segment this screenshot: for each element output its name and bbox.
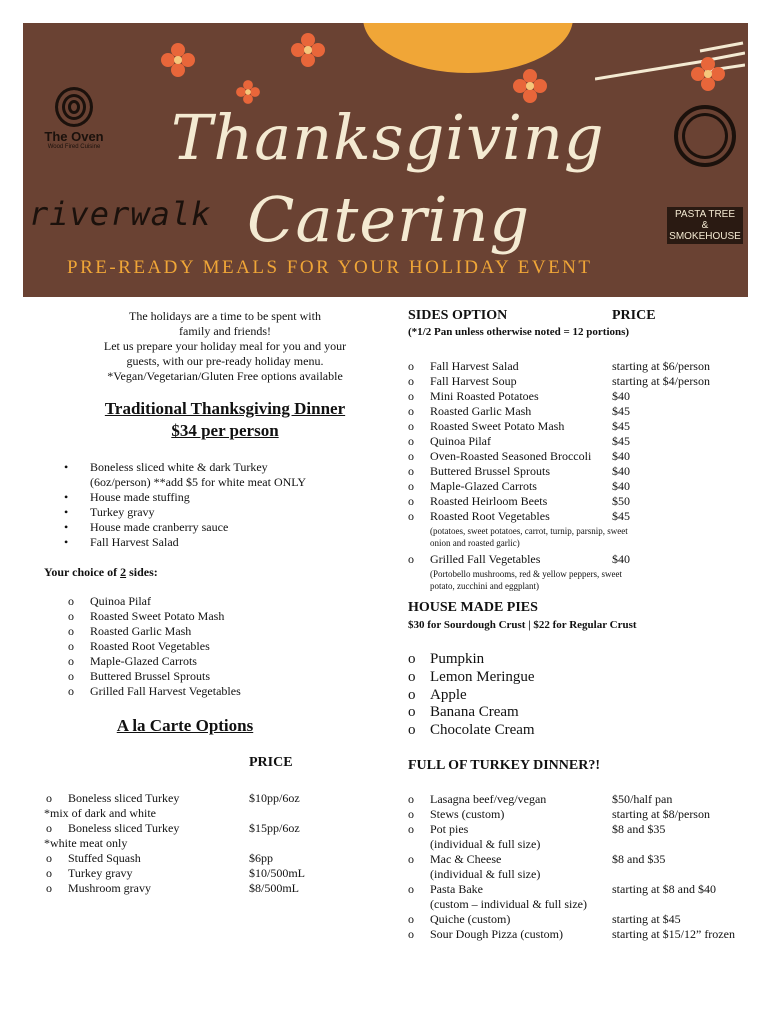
list-item: o Maple-Glazed Carrots $40	[408, 479, 630, 493]
list-item: o Grilled Fall Vegetables $40	[408, 552, 630, 566]
sides-portion-note: (*1/2 Pan unless otherwise noted = 12 portions)	[408, 326, 630, 338]
alacarte-price-header: PRICE	[249, 755, 293, 770]
list-item: o Sour Dough Pizza (custom) starting at $15/12” frozen	[408, 927, 735, 941]
full-turkey-header: FULL OF TURKEY DINNER?!	[408, 758, 601, 773]
list-item: o Grilled Fall Harvest Vegetables	[68, 684, 241, 698]
list-item: o Roasted Sweet Potato Mash	[68, 609, 225, 623]
header-banner	[23, 23, 748, 297]
pasta-tree-logo: PASTA TREE & SMOKEHOUSE	[667, 105, 743, 244]
flower-icon	[161, 43, 195, 77]
sides-option-list	[406, 359, 746, 592]
list-item-note: (individual & full size)	[430, 867, 541, 881]
list-item-note: *white meat only	[44, 836, 128, 850]
list-item: • Boneless sliced white & dark Turkey	[62, 460, 362, 475]
list-item: o Roasted Sweet Potato Mash $45	[408, 419, 630, 433]
list-item: • Fall Harvest Salad	[62, 535, 362, 550]
pies-price-note: $30 for Sourdough Crust | $22 for Regular Crust	[408, 619, 637, 631]
list-item: o Stews (custom) starting at $8/person	[408, 807, 710, 821]
list-item: o Mac & Cheese $8 and $35	[408, 852, 666, 866]
flower-icon	[691, 57, 725, 91]
list-item: o Fall Harvest Salad starting at $6/person	[408, 359, 710, 373]
pies-list	[408, 651, 708, 740]
list-item: o Boneless sliced Turkey $15pp/6oz	[46, 821, 300, 835]
list-item: o Roasted Root Vegetables	[68, 639, 210, 653]
sides-option-header: SIDES OPTION	[408, 308, 508, 323]
list-item-note: (custom – individual & full size)	[430, 897, 587, 911]
sides-choice-label: Your choice of 2 sides:	[44, 565, 158, 579]
list-item: o Pot pies $8 and $35	[408, 822, 666, 836]
banner-title-line2: Catering	[247, 183, 531, 256]
list-item: o Lasagna beef/veg/vegan $50/half pan	[408, 792, 673, 806]
traditional-dinner-price: $34 per person	[171, 421, 279, 440]
item-description: (Portobello mushrooms, red & yellow peppers, sweet potato, zucchini and eggplant)	[430, 569, 622, 591]
intro-text: The holidays are a time to be spent with family and friends! Let us prepare your holiday meal for you and your guests, with our pre-ready holiday menu. *Vegan/Vegetarian/Gluten Free options available	[103, 309, 347, 383]
list-item: o Buttered Brussel Sprouts	[68, 669, 210, 683]
list-item-note: *mix of dark and white	[44, 806, 156, 820]
list-item: o Apple	[408, 686, 467, 703]
list-item: o Buttered Brussel Sprouts $40	[408, 464, 630, 478]
alacarte-list	[44, 791, 344, 896]
oven-logo-icon	[55, 87, 93, 127]
list-item: o Banana Cream	[408, 704, 519, 721]
alacarte-title: A la Carte Options	[116, 716, 254, 735]
traditional-sides-list	[68, 594, 288, 699]
list-item: o Mini Roasted Potatoes $40	[408, 389, 630, 403]
list-item: o Roasted Root Vegetables $45	[408, 509, 630, 523]
list-item: o Roasted Garlic Mash	[68, 624, 192, 638]
list-item: o Boneless sliced Turkey $10pp/6oz	[46, 791, 300, 805]
banner-tagline: PRE-READY MEALS FOR YOUR HOLIDAY EVENT	[67, 257, 593, 278]
list-item: o Pasta Bake starting at $8 and $40	[408, 882, 716, 896]
list-item-note: (individual & full size)	[430, 837, 541, 851]
list-item: o Roasted Heirloom Beets $50	[408, 494, 630, 508]
banner-title-line1: Thanksgiving	[171, 101, 605, 174]
list-item: • House made cranberry sauce	[62, 520, 362, 535]
list-item: o Roasted Garlic Mash $45	[408, 404, 630, 418]
item-description: (potatoes, sweet potatoes, carrot, turnip, parsnip, sweet onion and roasted garlic)	[430, 526, 628, 548]
list-item: o Turkey gravy $10/500mL	[46, 866, 305, 880]
list-item: o Stuffed Squash $6pp	[46, 851, 273, 865]
list-item: o Lemon Meringue	[408, 668, 535, 685]
pies-header: HOUSE MADE PIES	[408, 600, 538, 615]
sides-price-header: PRICE	[612, 308, 656, 323]
list-item: o Oven-Roasted Seasoned Broccoli $40	[408, 449, 630, 463]
pasta-swirl-icon	[674, 105, 736, 167]
list-item: o Chocolate Cream	[408, 722, 535, 739]
list-item: o Maple-Glazed Carrots	[68, 654, 197, 668]
list-item: o Quinoa Pilaf	[68, 594, 151, 608]
traditional-dinner-title: Traditional Thanksgiving Dinner $34 per person	[60, 398, 390, 442]
full-turkey-list	[406, 792, 756, 942]
list-item: o Quiche (custom) starting at $45	[408, 912, 681, 926]
list-item: o Fall Harvest Soup starting at $4/person	[408, 374, 710, 388]
list-item: • Turkey gravy	[62, 505, 362, 520]
traditional-dinner-items	[62, 460, 362, 550]
flower-icon	[513, 69, 547, 103]
list-item: o Quinoa Pilaf $45	[408, 434, 630, 448]
list-item: o Mushroom gravy $8/500mL	[46, 881, 299, 895]
list-item: • House made stuffing	[62, 490, 362, 505]
riverwalk-logo: riverwalk	[29, 195, 212, 233]
pumpkin-illustration	[363, 23, 573, 73]
the-oven-logo: The Oven Wood Fired Cuisine	[29, 87, 119, 150]
flower-icon	[291, 33, 325, 67]
list-item: o Pumpkin	[408, 651, 485, 667]
list-item-continuation: (6oz/person) **add $5 for white meat ONLY	[90, 475, 307, 489]
